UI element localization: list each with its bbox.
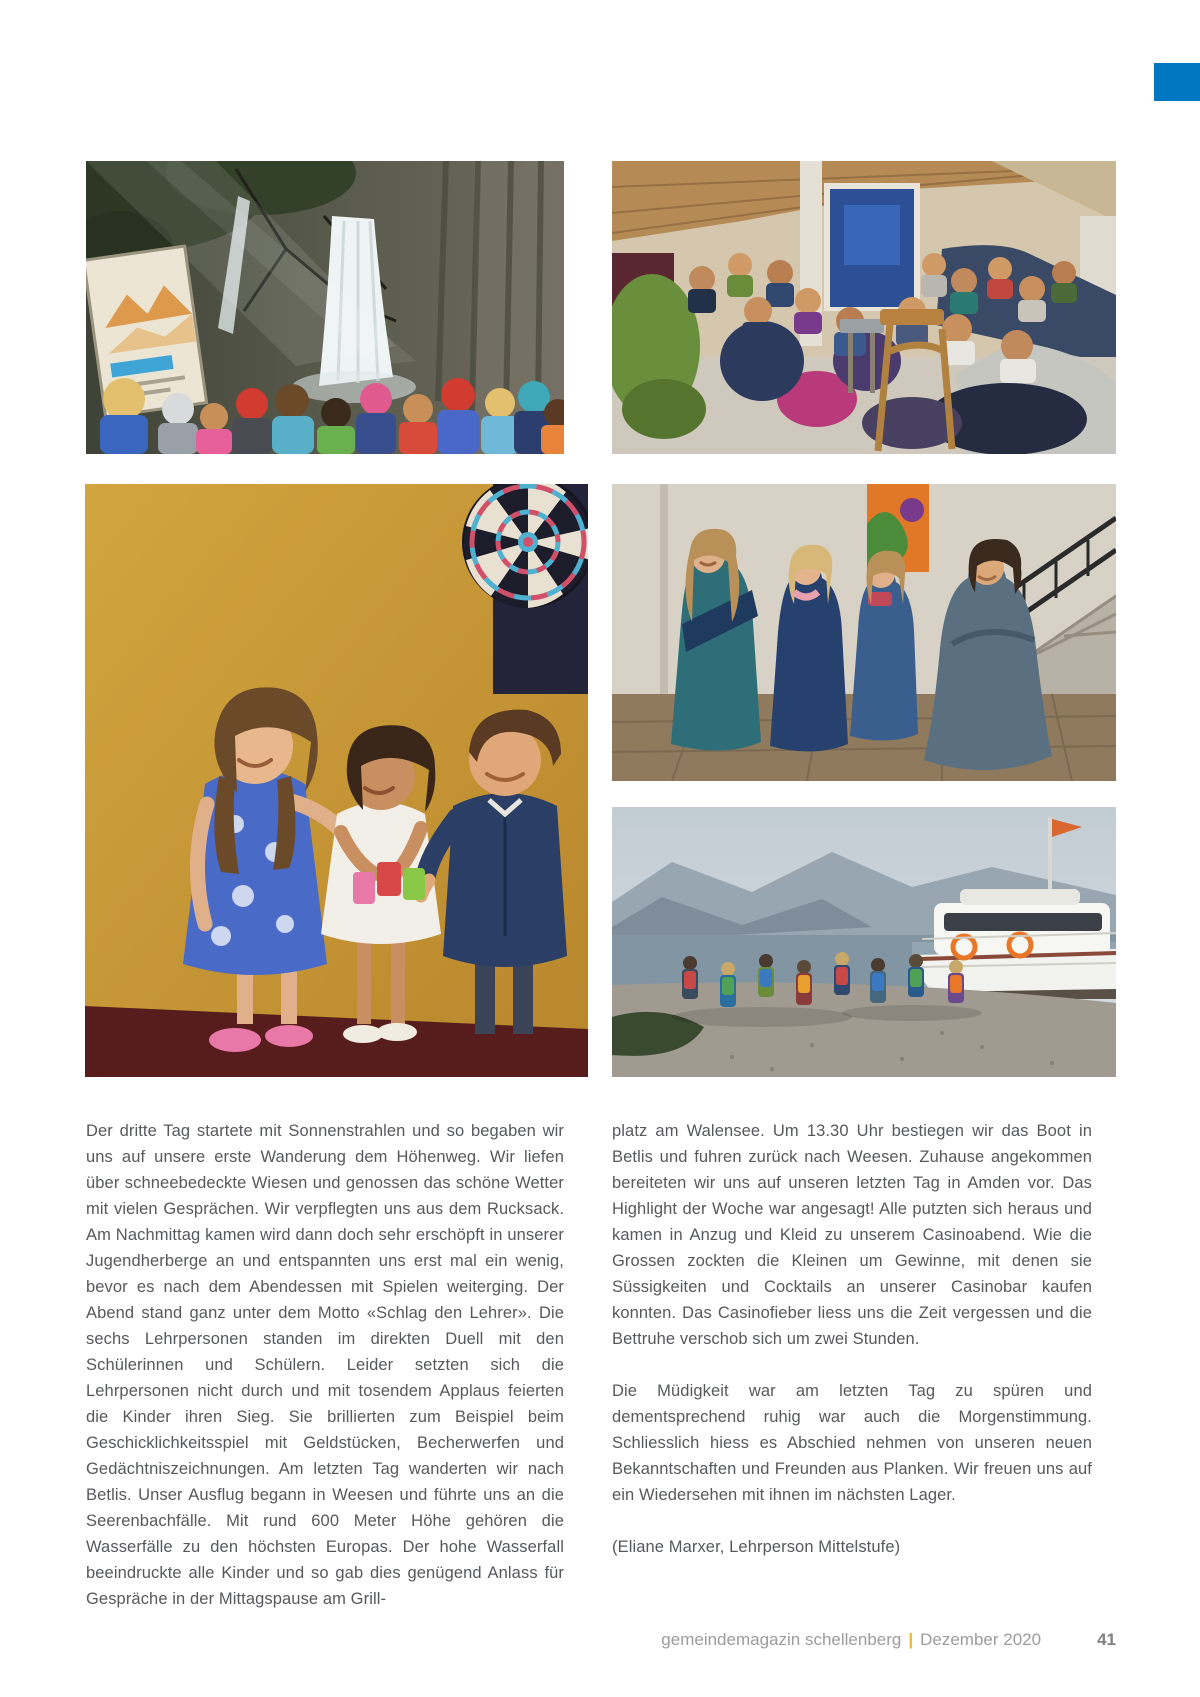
- photo-sleeping-bag-room: [612, 161, 1116, 454]
- paragraph: platz am Walensee. Um 13.30 Uhr bestiegen wir das Boot in Betlis und fuhren zurück nach Weesen. Zuhause angekommen bereiteten wir uns auf unseren letzten Tag in Amden vor. Das Highlight der Woche war angesagt! Alle putzten sich heraus und kamen in Anzug und Kleid zu unserem Casinoabend. Wie die Grossen zockten die Kleinen um Gewinne, mit denen sie Süssigkeiten und Cocktails an unserer Casinobar kaufen konnten. Das Casinofieber liess uns die Zeit vergessen und die Bettruhe verschob sich um zwei Stunden.: [612, 1122, 1092, 1348]
- hallway-illustration: [612, 484, 1116, 781]
- three-kids-illustration: [85, 484, 588, 1077]
- photo-three-kids-cheers: [85, 484, 588, 1077]
- lake-illustration: [612, 807, 1116, 1077]
- page-corner-marker: [1154, 63, 1200, 101]
- photo-boat-walensee: [612, 807, 1116, 1077]
- footer-issue-date: Dezember 2020: [920, 1630, 1042, 1649]
- page-number: 41: [1097, 1630, 1116, 1649]
- footer-separator: |: [908, 1630, 914, 1649]
- article-column-left: [86, 1118, 564, 1612]
- trail-sign: [86, 246, 207, 417]
- paragraph: Der dritte Tag startete mit Sonnenstrahlen und so begaben wir uns auf unsere erste Wanderung dem Höhenweg. Wir liefen über schneebedeckte Wiesen und genossen das schöne Wetter mit vielen Gesprächen. Wir verpflegten uns aus dem Rucksack. Am Nachmittag kamen wird dann doch sehr erschöpft in unserer Jugendherberge an und entspannten uns erst mal ein wenig, bevor es nach dem Abendessen mit Spielen weiterging. Der Abend stand ganz unter dem Motto «Schlag den Lehrer». Die sechs Lehrpersonen standen im direkten Duell mit den Schülerinnen und Schülern. Leider setzten sich die Lehrpersonen nicht durch und mit tosendem Applaus feierten die Kinder ihren Sieg. Sie brillierten zum Beispiel beim Geschicklichkeitsspiel mit Geldstücken, Becherwerfen und Gedächtniszeichnungen. Am letzten Tag wanderten wir nach Betlis. Unser Ausflug begann in Weesen und führte uns an die Seerenbachfälle. Mit rund 600 Meter Höhe gehören die Wasserfälle zu den höchsten Europas. Der hohe Wasserfall beeindruckte alle Kinder und so gab dies genügend Anlass für Gespräche in der Mittagspause am Grill-: [86, 1122, 564, 1608]
- author-signature: (Eliane Marxer, Lehrperson Mittelstufe): [612, 1538, 901, 1556]
- room-illustration: [612, 161, 1116, 454]
- photo-sleeping-bag-race: [612, 484, 1116, 781]
- waterfall-illustration: [86, 161, 564, 454]
- article-column-right: [612, 1118, 1092, 1560]
- paragraph: Die Müdigkeit war am letzten Tag zu spüren und dementsprechend ruhig war auch die Morgenstimmung. Schliesslich hiess es Abschied nehmen von unseren neuen Bekanntschaften und Freunden aus Planken. Wir freuen uns auf ein Wiedersehen mit ihnen im nächsten Lager.: [612, 1382, 1092, 1504]
- page-footer: [612, 1630, 1116, 1650]
- footer-magazine-title: gemeindemagazin schellenberg: [661, 1630, 902, 1649]
- photo-waterfall-hike: [86, 161, 564, 454]
